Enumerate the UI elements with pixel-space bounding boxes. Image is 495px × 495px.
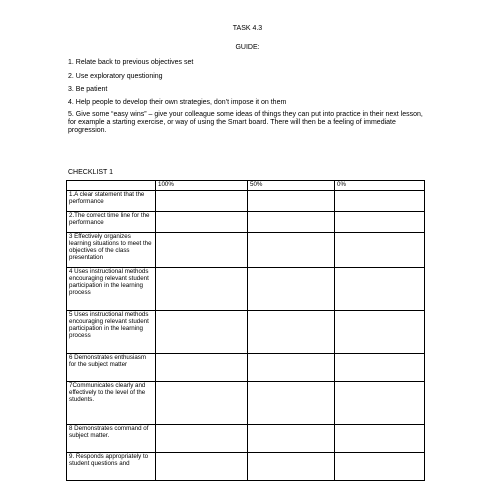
guide-item-3: 3. Be patient — [68, 86, 108, 93]
score-cell[interactable] — [156, 233, 248, 268]
score-cell[interactable] — [248, 212, 335, 233]
table-header-row — [67, 181, 425, 191]
criterion-cell: 3 Effectively organizes learning situations to meet the objectives of the class presentation — [67, 233, 156, 268]
table-row — [67, 354, 425, 382]
criterion-cell: 2.The correct time line for the performance — [67, 212, 156, 233]
score-cell[interactable] — [335, 191, 425, 212]
score-cell[interactable] — [156, 311, 248, 354]
score-cell[interactable] — [248, 311, 335, 354]
criterion-cell: 6 Demonstrates enthusiasm for the subject matter — [67, 354, 156, 382]
header-cell-50: 50% — [248, 181, 335, 191]
score-cell[interactable] — [248, 354, 335, 382]
task-title: TASK 4.3 — [232, 25, 263, 32]
table-row — [67, 382, 425, 425]
criterion-cell: 1.A clear statement that the performance — [67, 191, 156, 212]
score-cell[interactable] — [335, 268, 425, 311]
score-cell[interactable] — [156, 425, 248, 453]
score-cell[interactable] — [156, 191, 248, 212]
table-row — [67, 425, 425, 453]
guide-item-4: 4. Help people to develop their own strategies, don’t impose it on them — [68, 99, 287, 106]
guide-item-5: 5. Give some “easy wins” – give your colleague some ideas of things they can put into practice in their next lesson, for example a starting exercise, or way of using the Smart board. There will then be a feeling of immediate progression. — [68, 111, 423, 134]
table-row — [67, 233, 425, 268]
score-cell[interactable] — [248, 453, 335, 481]
score-cell[interactable] — [156, 268, 248, 311]
header-cell-100: 100% — [156, 181, 248, 191]
score-cell[interactable] — [248, 268, 335, 311]
score-cell[interactable] — [156, 453, 248, 481]
score-cell[interactable] — [248, 425, 335, 453]
criterion-cell: 7Communicates clearly and effectively to the level of the students. — [67, 382, 156, 425]
score-cell[interactable] — [248, 233, 335, 268]
header-cell-0: 0% — [335, 181, 425, 191]
table-row — [67, 191, 425, 212]
score-cell[interactable] — [335, 233, 425, 268]
score-cell[interactable] — [335, 354, 425, 382]
checklist-table — [66, 180, 425, 481]
table-row — [67, 212, 425, 233]
guide-title: GUIDE: — [235, 44, 260, 51]
header-cell-criterion — [67, 181, 156, 191]
score-cell[interactable] — [156, 354, 248, 382]
guide-item-1: 1. Relate back to previous objectives set — [68, 59, 194, 66]
score-cell[interactable] — [248, 382, 335, 425]
score-cell[interactable] — [335, 311, 425, 354]
criterion-cell: 8 Demonstrates command of subject matter. — [67, 425, 156, 453]
table-row — [67, 311, 425, 354]
score-cell[interactable] — [156, 212, 248, 233]
score-cell[interactable] — [335, 453, 425, 481]
score-cell[interactable] — [335, 212, 425, 233]
score-cell[interactable] — [156, 382, 248, 425]
table-row — [67, 268, 425, 311]
checklist-title: CHECKLIST 1 — [68, 169, 113, 176]
criterion-cell: 5 Uses instructional methods encouraging relevant student participation in the learning process — [67, 311, 156, 354]
criterion-cell: 9. Responds appropriately to student questions and — [67, 453, 156, 481]
guide-item-2: 2. Use exploratory questioning — [68, 73, 163, 80]
score-cell[interactable] — [335, 382, 425, 425]
table-row — [67, 453, 425, 481]
score-cell[interactable] — [248, 191, 335, 212]
score-cell[interactable] — [335, 425, 425, 453]
criterion-cell: 4 Uses instructional methods encouraging relevant student participation in the learning process — [67, 268, 156, 311]
